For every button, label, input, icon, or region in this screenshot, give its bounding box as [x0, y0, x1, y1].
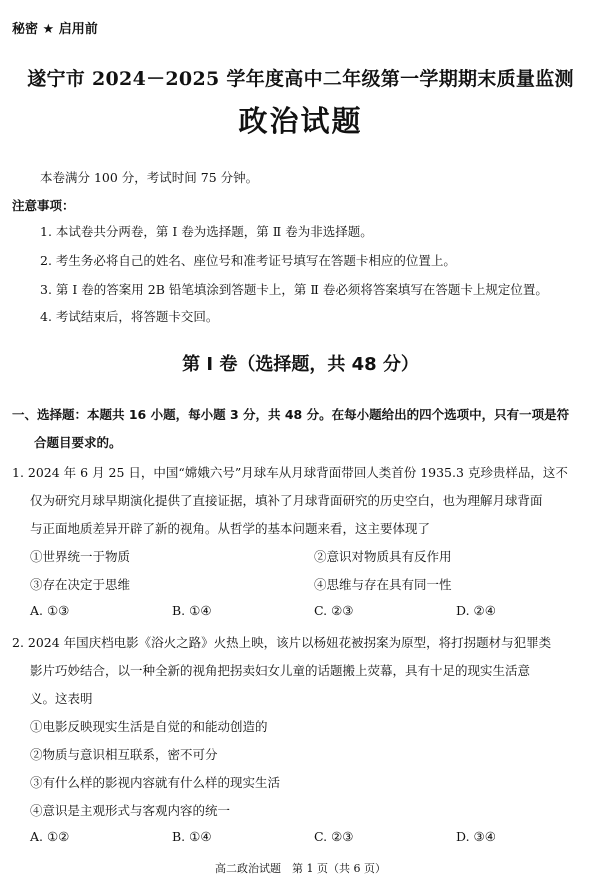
instructions-line: 合题目要求的。 [34, 435, 122, 450]
confidential-label: 秘密 ★ 启用前 [12, 22, 98, 37]
page-footer: 高二政治试题 第 1 页（共 6 页） [215, 862, 386, 875]
q2-option-a: A. ①② [30, 829, 70, 844]
notes-heading: 注意事项： [12, 198, 75, 213]
q2-option-c: C. ②③ [314, 829, 354, 844]
q1-option-a: A. ①③ [30, 603, 70, 618]
q1-stem-line: 仅为研究月球早期演化提供了直接证据，填补了月球背面研究的历史空白，也为理解月球背面 [30, 493, 543, 508]
note-item: 3. 第 Ⅰ 卷的答案用 2B 铅笔填涂到答题卡上，第 Ⅱ 卷必须将答案填写在答题卡上规定位置。 [40, 282, 548, 297]
q2-statement: ③有什么样的影视内容就有什么样的现实生活 [30, 775, 281, 790]
subject-title: 政治试题 [238, 104, 363, 138]
note-item: 2. 考生务必将自己的姓名、座位号和准考证号填写在答题卡相应的位置上。 [40, 253, 456, 268]
q2-stem-line: 影片巧妙结合，以一种全新的视角把拐卖妇女儿童的话题搬上荧幕，具有十足的现实生活意 [30, 663, 531, 678]
q1-statement: ②意识对物质具有反作用 [314, 549, 452, 564]
section-title: 第 Ⅰ 卷（选择题，共 48 分） [182, 354, 419, 375]
q1-stem-line: 与正面地质差异开辟了新的视角。从哲学的基本问题来看，这主要体现了 [30, 521, 431, 536]
q2-stem-line: 义。这表明 [30, 691, 93, 706]
q2-statement: ②物质与意识相互联系，密不可分 [30, 747, 218, 762]
q1-option-d: D. ②④ [456, 603, 496, 618]
q2-statement: ④意识是主观形式与客观内容的统一 [30, 803, 231, 818]
q1-option-b: B. ①④ [172, 603, 212, 618]
q2-stem-line: 2. 2024 年国庆档电影《浴火之路》火热上映，该片以杨妞花被拐案为原型，将打拐题材与犯罪类 [12, 635, 552, 650]
note-item: 4. 考试结束后，将答题卡交回。 [40, 309, 219, 324]
q1-stem-line: 1. 2024 年 6 月 25 日，中国“嫦娥六号”月球车从月球背面带回人类首份 1935.3 克珍贵样品，这不 [12, 465, 568, 480]
q2-option-b: B. ①④ [172, 829, 212, 844]
intro-text: 本卷满分 100 分，考试时间 75 分钟。 [40, 170, 259, 185]
q2-option-d: D. ③④ [456, 829, 496, 844]
q1-statement: ①世界统一于物质 [30, 549, 131, 564]
q2-statement: ①电影反映现实生活是自觉的和能动创造的 [30, 719, 268, 734]
q1-statement: ④思维与存在具有同一性 [314, 577, 452, 592]
exam-title: 遂宁市 2024－2025 学年度高中二年级第一学期期末质量监测 [27, 68, 574, 90]
note-item: 1. 本试卷共分两卷，第 Ⅰ 卷为选择题，第 Ⅱ 卷为非选择题。 [40, 224, 373, 239]
instructions-line: 一、选择题：本题共 16 小题，每小题 3 分，共 48 分。在每小题给出的四个选项中，只有一项是符 [12, 407, 570, 422]
q1-option-c: C. ②③ [314, 603, 354, 618]
q1-statement: ③存在决定于思维 [30, 577, 131, 592]
